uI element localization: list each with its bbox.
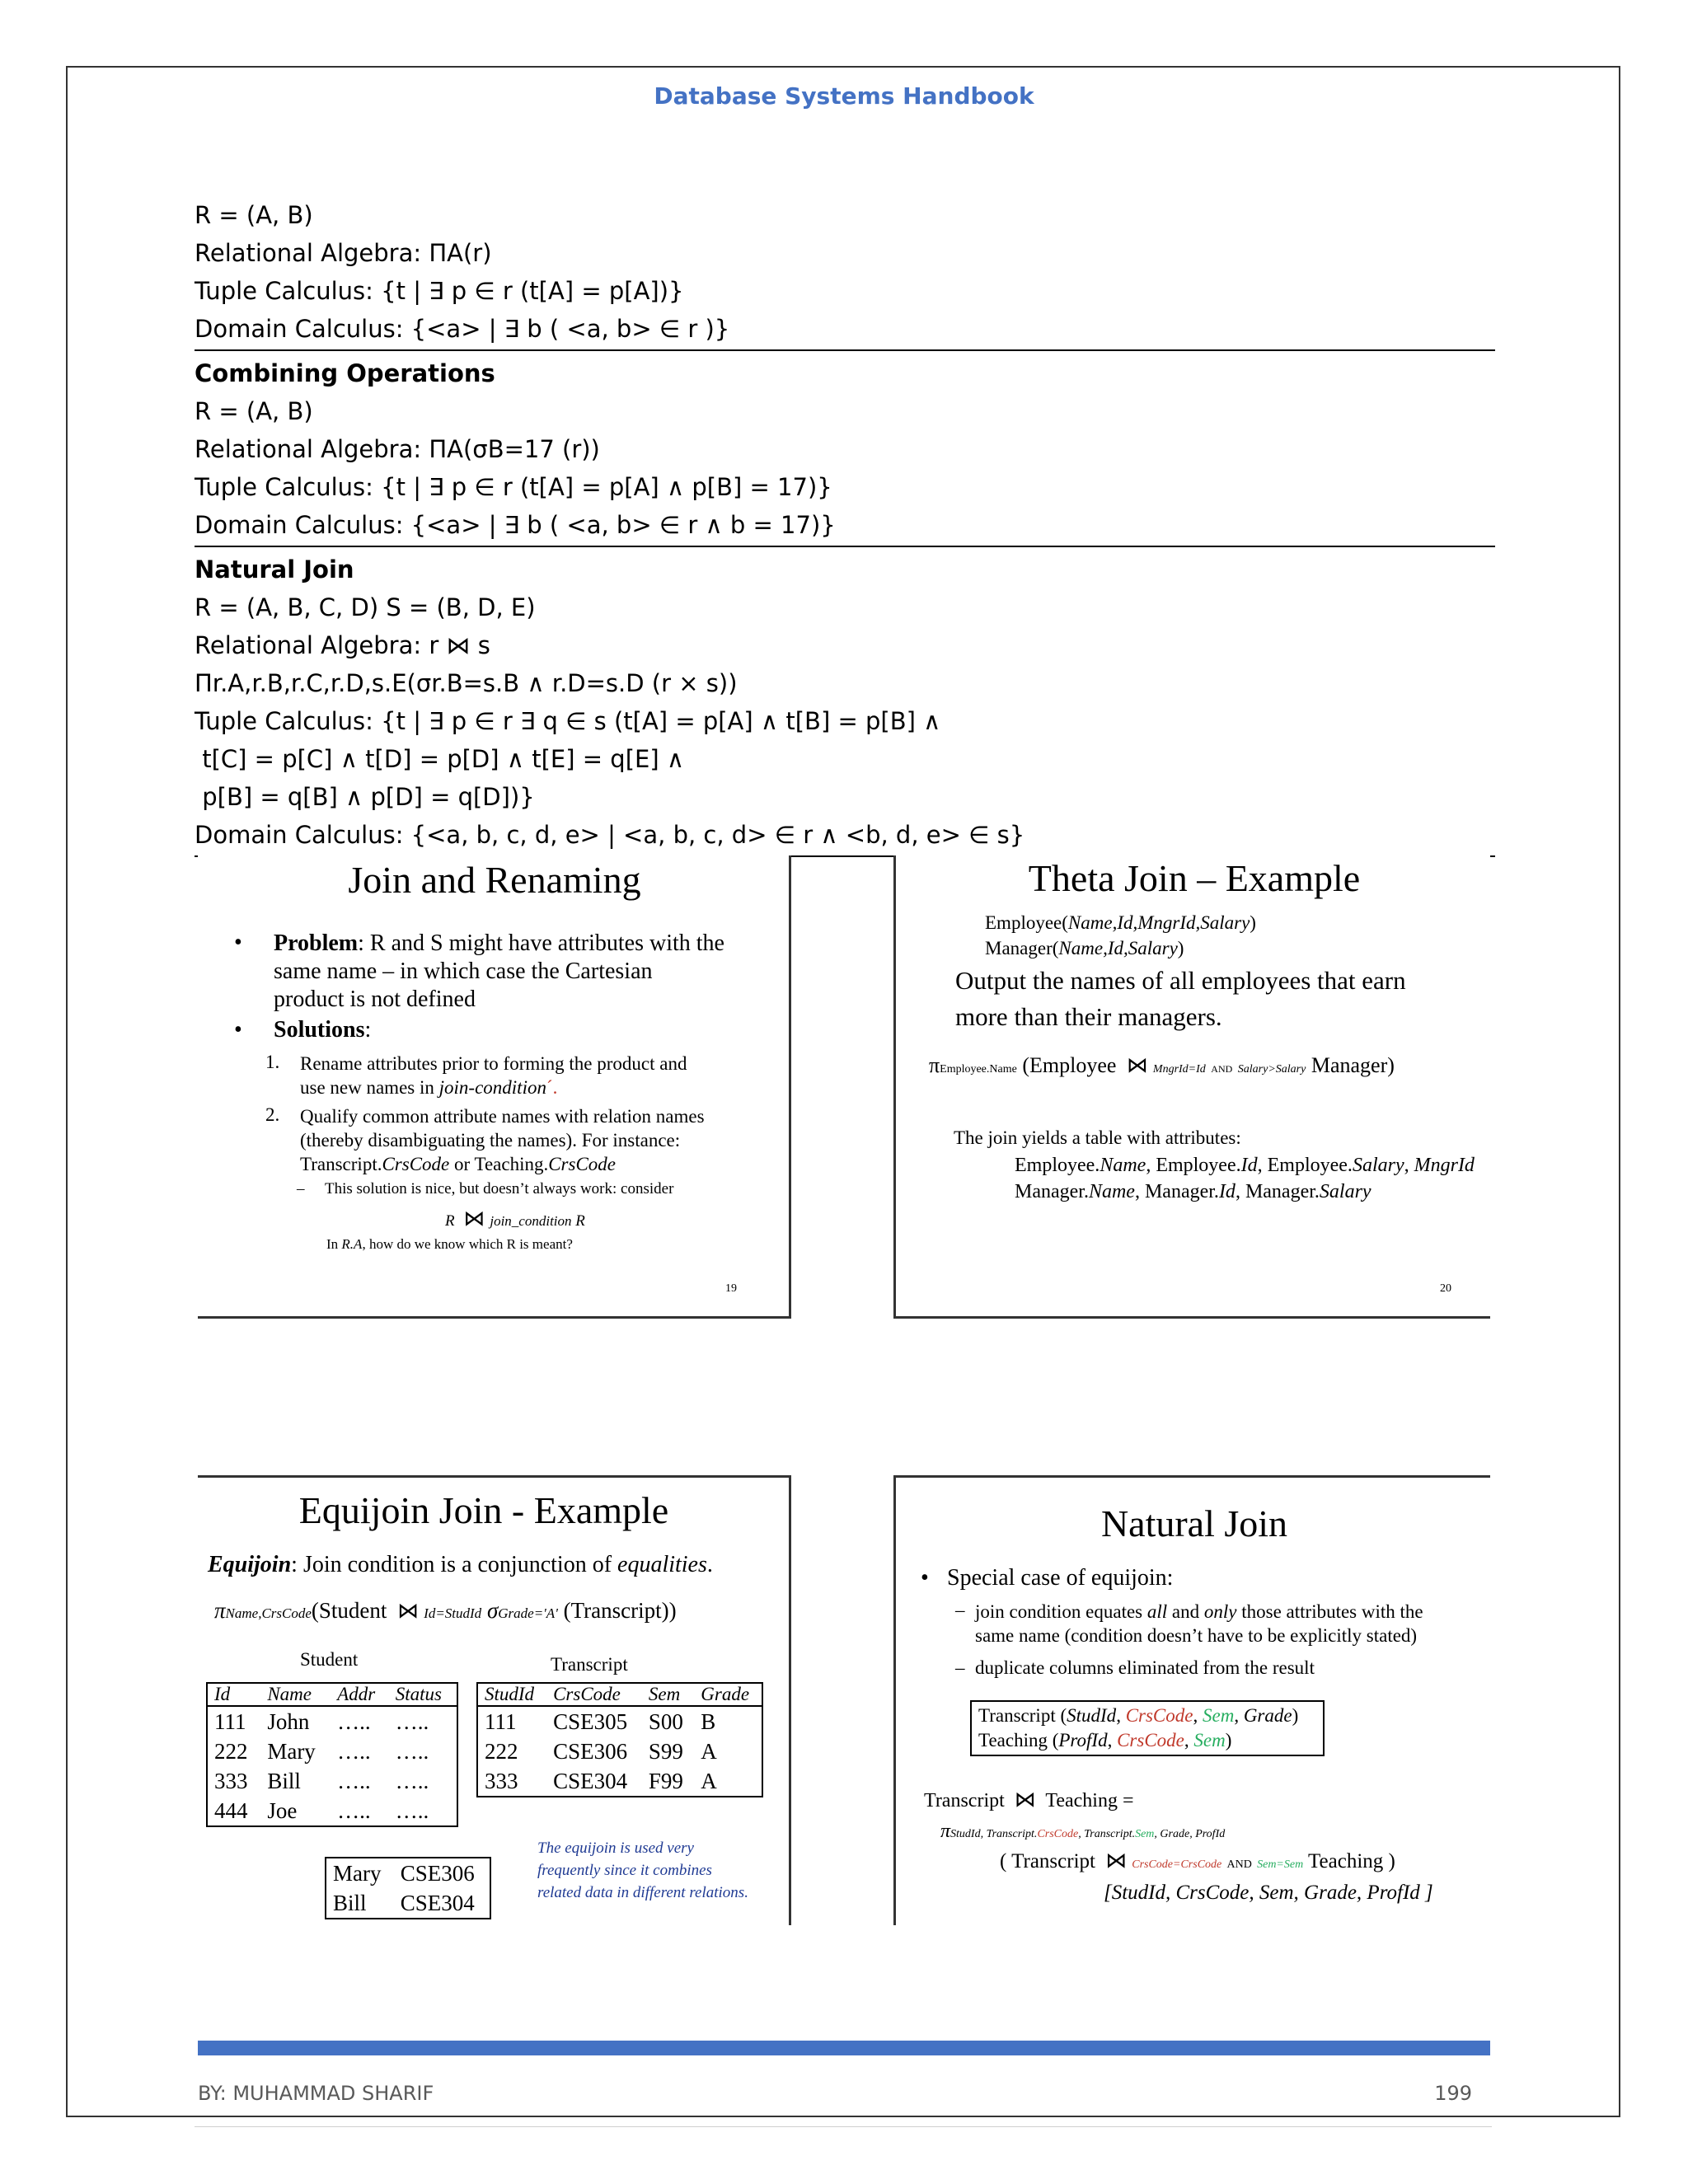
table-row: Bill CSE304 <box>333 1891 475 1915</box>
table-row: 444 Joe ….. ….. <box>214 1798 429 1823</box>
yields-text: The join yields a table with attributes: <box>954 1127 1241 1148</box>
slide-title: Join and Renaming <box>348 859 641 901</box>
footer-divider <box>195 2126 1492 2127</box>
text-line: R = (A, B, C, D) S = (B, D, E) <box>195 593 536 621</box>
solutions-heading: Solutions: <box>274 1017 372 1043</box>
section-heading: Natural Join <box>195 555 354 583</box>
bowtie-join-icon: ⋈ <box>1126 1053 1148 1077</box>
equijoin-expression: πName,CrsCode(Student ⋈ Id=StudId σGrade='A' (Transcript)) <box>214 1598 677 1623</box>
result-table <box>325 1857 491 1919</box>
text-line: Tuple Calculus: {t | ∃ p ∈ r ∃ q ∈ s (t[A] = p[A] ∧ t[B] = p[B] ∧ <box>195 707 941 735</box>
column-header: Id <box>208 1684 260 1706</box>
problem-text: Problem: R and S might have attributes with the same name – in which case the Cartesian product is not defined <box>274 930 724 1012</box>
sub-point: duplicate columns eliminated from the result <box>975 1657 1315 1678</box>
column-header: Name <box>260 1684 331 1706</box>
text-line: p[B] = q[B] ∧ p[D] = q[D])} <box>195 783 535 811</box>
equijoin-definition: Equijoin: Join condition is a conjunction of equalities. <box>208 1552 713 1577</box>
query-description: Output the names of all employees that earn more than their managers. <box>955 966 1406 1031</box>
schema-box: Transcript (StudId, CrsCode, Sem, Grade) Teaching (ProfId, CrsCode, Sem) <box>970 1700 1325 1756</box>
table-row: 333 Bill ….. ….. <box>214 1769 429 1793</box>
bullet-icon: • <box>921 1565 929 1591</box>
sub-point: join condition equates all and only those attributes with the same name (condition doesn’t have to be explicitly stated) <box>975 1601 1423 1646</box>
bowtie-join-icon: ⋈ <box>397 1599 420 1623</box>
list-number: 1. <box>265 1052 280 1072</box>
text-line: Relational Algebra: r ⋈ s <box>195 631 490 659</box>
table-row: 111 John ….. ….. <box>214 1709 429 1734</box>
bowtie-join-icon: ⋈ <box>463 1207 485 1230</box>
column-header: CrsCode <box>546 1684 642 1706</box>
table-row: Mary CSE306 <box>333 1861 475 1886</box>
result-attributes: [StudId, CrsCode, Sem, Grade, ProfId ] <box>1104 1882 1433 1904</box>
table-row: 222 CSE306 S99 A <box>485 1739 717 1764</box>
bowtie-join-icon: ⋈ <box>1105 1849 1128 1872</box>
text-line: Domain Calculus: {<a> | ∃ b ( <a, b> ∈ r ∧ b = 17)} <box>195 511 836 539</box>
text-line: R = (A, B) <box>195 397 313 425</box>
slide-equijoin <box>198 1475 791 1925</box>
slide-natural-join <box>893 1475 1490 1925</box>
slide-theta-join <box>893 855 1490 1319</box>
section-combining-operations <box>195 354 1495 544</box>
join-expression: R ⋈ join_condition R <box>445 1207 585 1230</box>
slide-number: 19 <box>725 1282 737 1295</box>
solution-2: Qualify common attribute names with relation names (thereby disambiguating the names). For instance: Transcript.CrsCode or Teaching.CrsCode <box>300 1106 705 1174</box>
section-heading: Combining Operations <box>195 359 495 387</box>
text-line: Tuple Calculus: {t | ∃ p ∈ r (t[A] = p[A] ∧ p[B] = 17)} <box>195 473 832 501</box>
text-line: Tuple Calculus: {t | ∃ p ∈ r (t[A] = p[A])} <box>195 277 684 305</box>
bullet-icon: • <box>234 1017 242 1043</box>
slide-join-and-renaming <box>198 855 791 1319</box>
sub-point: This solution is nice, but doesn’t always work: consider <box>325 1180 674 1197</box>
natural-join-equation: Transcript ⋈ Teaching = <box>924 1788 1134 1811</box>
text-line: Πr.A,r.B,r.C,r.D,s.E(σr.B=s.B ∧ r.D=s.D (r × s)) <box>195 669 738 697</box>
column-header: Status <box>389 1684 457 1706</box>
text-content <box>195 196 1495 860</box>
dash-icon: – <box>297 1180 305 1197</box>
solution-1: Rename attributes prior to forming the product and use new names in join-condition´. <box>300 1053 687 1098</box>
slide-number: 20 <box>1440 1282 1451 1295</box>
table-row: 333 CSE304 F99 A <box>485 1769 717 1793</box>
section-projection <box>195 196 1495 348</box>
join-condition-expression: ( Transcript ⋈ CrsCode=CrsCode AND Sem=Sem Teaching ) <box>1000 1849 1395 1872</box>
table-row: 222 Mary ….. ….. <box>214 1739 429 1764</box>
student-table <box>206 1682 458 1827</box>
column-header: StudId <box>478 1684 546 1706</box>
transcript-table <box>476 1682 763 1797</box>
divider <box>195 546 1495 547</box>
text-line: Domain Calculus: {<a> | ∃ b ( <a, b> ∈ r )} <box>195 315 730 343</box>
slide-title: Theta Join – Example <box>1028 857 1361 899</box>
column-header: Grade <box>694 1684 762 1706</box>
student-table-label: Student <box>300 1649 359 1670</box>
text-line: Relational Algebra: ΠA(σB=17 (r)) <box>195 435 600 463</box>
table-row: 111 CSE305 S00 B <box>485 1709 716 1734</box>
list-number: 2. <box>265 1104 280 1125</box>
column-header: Addr <box>331 1684 389 1706</box>
transcript-table-label: Transcript <box>551 1654 628 1675</box>
text-line: R = (A, B) <box>195 201 313 229</box>
attribute-list: Employee.Name, Employee.Id, Employee.Salary, MngrId Manager.Name, Manager.Id, Manager.Salary <box>1015 1155 1475 1202</box>
point-text: Special case of equijoin: <box>947 1565 1174 1591</box>
page-number: 199 <box>1434 2082 1472 2105</box>
question-text: In R.A, how do we know which R is meant? <box>326 1236 573 1252</box>
equijoin-note: The equijoin is used very frequently since it combines related data in different relations. <box>537 1840 748 1901</box>
theta-join-expression: πEmployee.Name (Employee ⋈ MngrId=Id AND Salary>Salary Manager) <box>929 1053 1395 1077</box>
divider <box>195 349 1495 351</box>
section-natural-join <box>195 551 1495 854</box>
text-line: t[C] = p[C] ∧ t[D] = p[D] ∧ t[E] = q[E] ∧ <box>195 745 685 773</box>
column-header: Sem <box>642 1684 694 1706</box>
page-header-title: Database Systems Handbook <box>654 82 1034 110</box>
bullet-icon: • <box>234 930 242 955</box>
schema-definitions: Employee(Name,Id,MngrId,Salary) Manager(Name,Id,Salary) <box>985 912 1256 958</box>
slide-title: Equijoin Join - Example <box>298 1489 669 1531</box>
dash-icon: – <box>955 1657 965 1678</box>
footer-bar <box>198 2041 1490 2055</box>
projection-expression: πStudId, Transcript.CrsCode, Transcript.Sem, Grade, ProfId <box>940 1821 1226 1842</box>
text-line: Relational Algebra: ΠA(r) <box>195 239 492 267</box>
footer-author: BY: MUHAMMAD SHARIF <box>198 2082 434 2105</box>
text-line: Domain Calculus: {<a, b, c, d, e> | <a, b, c, d> ∈ r ∧ <b, d, e> ∈ s} <box>195 821 1025 849</box>
slide-title: Natural Join <box>1100 1502 1288 1544</box>
dash-icon: – <box>955 1600 965 1620</box>
bowtie-join-icon: ⋈ <box>1014 1788 1036 1811</box>
